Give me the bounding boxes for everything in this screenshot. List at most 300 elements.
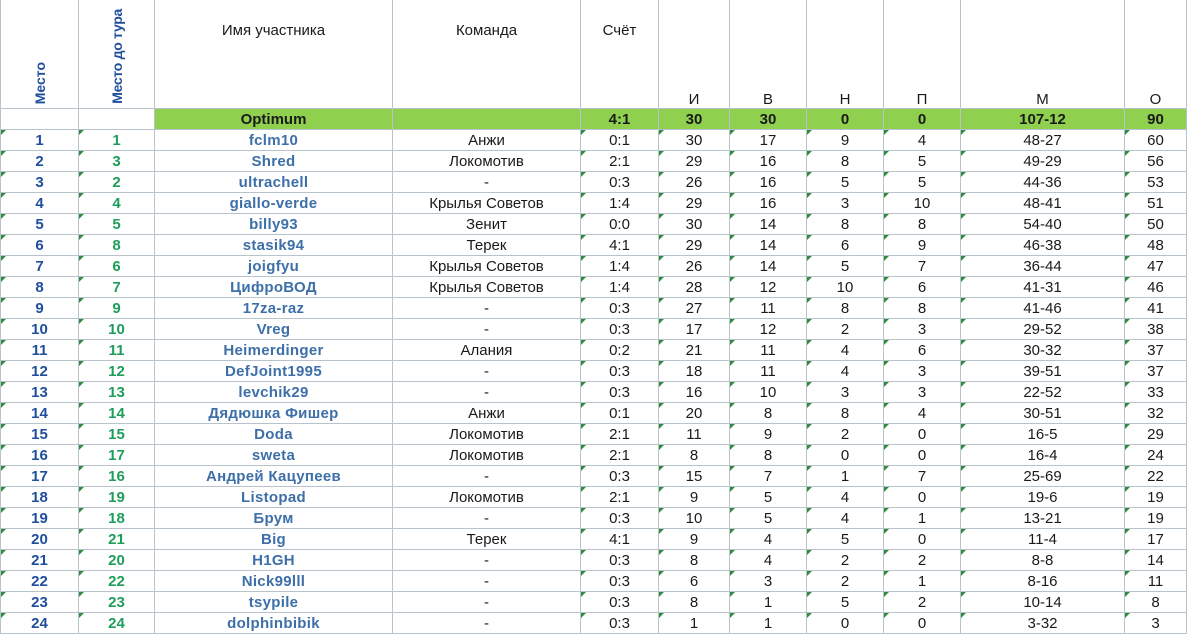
cell-points: 17 [1125, 529, 1187, 550]
cell-team: Зенит [393, 214, 581, 235]
cell-draws: 5 [807, 529, 884, 550]
cell-losses: 2 [884, 592, 961, 613]
cell-games: 15 [659, 466, 730, 487]
cell-losses: 5 [884, 172, 961, 193]
optimum-draws: 0 [807, 109, 884, 130]
cell-points: 37 [1125, 361, 1187, 382]
cell-goals: 11-4 [961, 529, 1125, 550]
cell-losses: 3 [884, 382, 961, 403]
cell-team: - [393, 319, 581, 340]
cell-draws: 4 [807, 487, 884, 508]
cell-goals: 29-52 [961, 319, 1125, 340]
cell-score: 0:3 [581, 361, 659, 382]
cell-prev: 20 [79, 550, 155, 571]
cell-draws: 1 [807, 466, 884, 487]
cell-prev: 24 [79, 613, 155, 634]
cell-team: Анжи [393, 130, 581, 151]
cell-points: 22 [1125, 466, 1187, 487]
cell-prev: 8 [79, 235, 155, 256]
cell-place: 15 [1, 424, 79, 445]
cell-prev: 5 [79, 214, 155, 235]
cell-points: 41 [1125, 298, 1187, 319]
cell-score: 0:2 [581, 340, 659, 361]
cell-team: Крылья Советов [393, 277, 581, 298]
cell-losses: 0 [884, 445, 961, 466]
cell-place: 7 [1, 256, 79, 277]
table-row [1, 424, 1187, 445]
cell-wins: 16 [730, 172, 807, 193]
cell-wins: 3 [730, 571, 807, 592]
cell-goals: 16-4 [961, 445, 1125, 466]
cell-place: 8 [1, 277, 79, 298]
table-row [1, 319, 1187, 340]
cell-goals: 10-14 [961, 592, 1125, 613]
cell-wins: 12 [730, 319, 807, 340]
cell-team: - [393, 382, 581, 403]
cell-score: 1:4 [581, 256, 659, 277]
table-row [1, 298, 1187, 319]
header-place-before: Место до тура [79, 0, 155, 109]
header-row [1, 0, 1187, 109]
cell-place: 20 [1, 529, 79, 550]
cell-points: 14 [1125, 550, 1187, 571]
cell-place: 13 [1, 382, 79, 403]
cell-goals: 30-51 [961, 403, 1125, 424]
cell-draws: 2 [807, 571, 884, 592]
cell-points: 33 [1125, 382, 1187, 403]
table-row [1, 130, 1187, 151]
cell-games: 30 [659, 214, 730, 235]
header-team: Команда [393, 0, 581, 109]
cell-score: 0:3 [581, 508, 659, 529]
cell-points: 60 [1125, 130, 1187, 151]
optimum-games: 30 [659, 109, 730, 130]
cell-score: 0:1 [581, 130, 659, 151]
cell-points: 19 [1125, 508, 1187, 529]
cell-prev: 4 [79, 193, 155, 214]
cell-place: 23 [1, 592, 79, 613]
table-row [1, 613, 1187, 634]
cell-losses: 1 [884, 571, 961, 592]
cell-name: Shred [155, 151, 393, 172]
cell-games: 8 [659, 550, 730, 571]
cell-games: 29 [659, 235, 730, 256]
cell-draws: 8 [807, 214, 884, 235]
header-draws: Н [807, 0, 884, 109]
cell-points: 37 [1125, 340, 1187, 361]
cell-losses: 2 [884, 550, 961, 571]
table-row [1, 256, 1187, 277]
cell-team: Крылья Советов [393, 256, 581, 277]
cell-games: 9 [659, 487, 730, 508]
cell-prev: 1 [79, 130, 155, 151]
cell-name: Андрей Кацупеев [155, 466, 393, 487]
table-row [1, 550, 1187, 571]
cell-score: 0:3 [581, 550, 659, 571]
cell-prev: 23 [79, 592, 155, 613]
cell-prev: 15 [79, 424, 155, 445]
cell-place: 16 [1, 445, 79, 466]
cell-games: 1 [659, 613, 730, 634]
cell-wins: 16 [730, 151, 807, 172]
cell-points: 50 [1125, 214, 1187, 235]
cell-name: 17za-raz [155, 298, 393, 319]
cell-score: 0:3 [581, 298, 659, 319]
optimum-points: 90 [1125, 109, 1187, 130]
table-row [1, 403, 1187, 424]
cell-goals: 36-44 [961, 256, 1125, 277]
cell-score: 1:4 [581, 277, 659, 298]
cell-draws: 0 [807, 613, 884, 634]
cell-games: 8 [659, 592, 730, 613]
cell-name: ultrachell [155, 172, 393, 193]
cell-goals: 41-46 [961, 298, 1125, 319]
cell-games: 29 [659, 151, 730, 172]
cell-team: Терек [393, 235, 581, 256]
cell-goals: 48-27 [961, 130, 1125, 151]
cell-games: 29 [659, 193, 730, 214]
cell-points: 32 [1125, 403, 1187, 424]
cell-wins: 11 [730, 298, 807, 319]
cell-goals: 30-32 [961, 340, 1125, 361]
cell-games: 8 [659, 445, 730, 466]
cell-prev: 12 [79, 361, 155, 382]
cell-points: 48 [1125, 235, 1187, 256]
cell-name: stasik94 [155, 235, 393, 256]
cell-prev: 16 [79, 466, 155, 487]
cell-losses: 6 [884, 277, 961, 298]
cell-place: 14 [1, 403, 79, 424]
optimum-name: Optimum [155, 109, 393, 130]
cell-place: 11 [1, 340, 79, 361]
cell-losses: 8 [884, 214, 961, 235]
header-name: Имя участника [155, 0, 393, 109]
cell-name: DefJoint1995 [155, 361, 393, 382]
cell-name: Big [155, 529, 393, 550]
optimum-wins: 30 [730, 109, 807, 130]
cell-wins: 5 [730, 487, 807, 508]
optimum-goals: 107-12 [961, 109, 1125, 130]
cell-wins: 12 [730, 277, 807, 298]
cell-goals: 54-40 [961, 214, 1125, 235]
cell-goals: 16-5 [961, 424, 1125, 445]
cell-place: 4 [1, 193, 79, 214]
cell-prev: 17 [79, 445, 155, 466]
cell-wins: 14 [730, 235, 807, 256]
cell-goals: 41-31 [961, 277, 1125, 298]
table-row [1, 571, 1187, 592]
cell-place: 2 [1, 151, 79, 172]
cell-team: Локомотив [393, 487, 581, 508]
cell-points: 38 [1125, 319, 1187, 340]
cell-score: 2:1 [581, 445, 659, 466]
cell-place: 10 [1, 319, 79, 340]
table-row [1, 214, 1187, 235]
cell-losses: 4 [884, 403, 961, 424]
cell-team: Алания [393, 340, 581, 361]
cell-games: 28 [659, 277, 730, 298]
cell-wins: 4 [730, 550, 807, 571]
cell-losses: 0 [884, 487, 961, 508]
cell-goals: 8-16 [961, 571, 1125, 592]
cell-draws: 4 [807, 340, 884, 361]
cell-score: 0:1 [581, 403, 659, 424]
cell-wins: 7 [730, 466, 807, 487]
optimum-row [1, 109, 1187, 130]
cell-name: Дядюшка Фишер [155, 403, 393, 424]
cell-games: 10 [659, 508, 730, 529]
cell-name: joigfyu [155, 256, 393, 277]
cell-prev: 2 [79, 172, 155, 193]
cell-points: 11 [1125, 571, 1187, 592]
cell-prev: 13 [79, 382, 155, 403]
cell-losses: 0 [884, 529, 961, 550]
cell-place: 18 [1, 487, 79, 508]
cell-team: Терек [393, 529, 581, 550]
cell-team: Локомотив [393, 424, 581, 445]
cell-games: 16 [659, 382, 730, 403]
cell-draws: 8 [807, 403, 884, 424]
cell-wins: 10 [730, 382, 807, 403]
cell-draws: 4 [807, 361, 884, 382]
cell-goals: 3-32 [961, 613, 1125, 634]
cell-name: Heimerdinger [155, 340, 393, 361]
cell-team: - [393, 172, 581, 193]
cell-points: 51 [1125, 193, 1187, 214]
cell-score: 0:3 [581, 466, 659, 487]
header-score: Счёт [581, 0, 659, 109]
optimum-losses: 0 [884, 109, 961, 130]
cell-place: 9 [1, 298, 79, 319]
cell-score: 0:3 [581, 571, 659, 592]
cell-draws: 0 [807, 445, 884, 466]
optimum-prev [79, 109, 155, 130]
cell-place: 24 [1, 613, 79, 634]
cell-goals: 22-52 [961, 382, 1125, 403]
cell-place: 19 [1, 508, 79, 529]
cell-place: 22 [1, 571, 79, 592]
cell-games: 9 [659, 529, 730, 550]
cell-name: H1GH [155, 550, 393, 571]
cell-name: giallo-verde [155, 193, 393, 214]
cell-draws: 6 [807, 235, 884, 256]
cell-wins: 1 [730, 613, 807, 634]
table-row [1, 487, 1187, 508]
cell-score: 0:3 [581, 613, 659, 634]
cell-place: 5 [1, 214, 79, 235]
cell-prev: 11 [79, 340, 155, 361]
cell-place: 12 [1, 361, 79, 382]
cell-draws: 5 [807, 256, 884, 277]
cell-points: 24 [1125, 445, 1187, 466]
cell-goals: 49-29 [961, 151, 1125, 172]
cell-name: Брум [155, 508, 393, 529]
cell-score: 2:1 [581, 151, 659, 172]
cell-team: - [393, 571, 581, 592]
header-place: Место [1, 0, 79, 109]
cell-losses: 10 [884, 193, 961, 214]
cell-wins: 17 [730, 130, 807, 151]
cell-place: 21 [1, 550, 79, 571]
cell-prev: 18 [79, 508, 155, 529]
cell-wins: 16 [730, 193, 807, 214]
cell-prev: 14 [79, 403, 155, 424]
cell-name: tsypile [155, 592, 393, 613]
cell-losses: 8 [884, 298, 961, 319]
cell-name: billy93 [155, 214, 393, 235]
cell-draws: 4 [807, 508, 884, 529]
cell-points: 53 [1125, 172, 1187, 193]
cell-goals: 13-21 [961, 508, 1125, 529]
header-goals: М [961, 0, 1125, 109]
cell-prev: 22 [79, 571, 155, 592]
cell-goals: 8-8 [961, 550, 1125, 571]
cell-score: 0:3 [581, 319, 659, 340]
cell-points: 29 [1125, 424, 1187, 445]
cell-draws: 5 [807, 172, 884, 193]
cell-prev: 21 [79, 529, 155, 550]
cell-name: fclm10 [155, 130, 393, 151]
cell-goals: 39-51 [961, 361, 1125, 382]
cell-wins: 4 [730, 529, 807, 550]
cell-points: 3 [1125, 613, 1187, 634]
table-row [1, 508, 1187, 529]
table-row [1, 277, 1187, 298]
cell-wins: 5 [730, 508, 807, 529]
cell-name: Doda [155, 424, 393, 445]
cell-team: - [393, 592, 581, 613]
table-row [1, 382, 1187, 403]
cell-prev: 10 [79, 319, 155, 340]
cell-name: sweta [155, 445, 393, 466]
cell-draws: 9 [807, 130, 884, 151]
cell-wins: 11 [730, 340, 807, 361]
cell-place: 1 [1, 130, 79, 151]
cell-team: - [393, 613, 581, 634]
cell-team: Анжи [393, 403, 581, 424]
table-row [1, 193, 1187, 214]
cell-draws: 10 [807, 277, 884, 298]
cell-place: 6 [1, 235, 79, 256]
cell-games: 20 [659, 403, 730, 424]
cell-goals: 48-41 [961, 193, 1125, 214]
cell-score: 0:3 [581, 592, 659, 613]
cell-wins: 8 [730, 403, 807, 424]
cell-team: Локомотив [393, 445, 581, 466]
cell-points: 19 [1125, 487, 1187, 508]
table-row [1, 172, 1187, 193]
cell-draws: 2 [807, 550, 884, 571]
optimum-team [393, 109, 581, 130]
cell-name: dolphinbibik [155, 613, 393, 634]
table-row [1, 340, 1187, 361]
cell-prev: 19 [79, 487, 155, 508]
cell-games: 11 [659, 424, 730, 445]
cell-losses: 9 [884, 235, 961, 256]
header-games: И [659, 0, 730, 109]
cell-team: Локомотив [393, 151, 581, 172]
cell-team: - [393, 361, 581, 382]
cell-games: 26 [659, 172, 730, 193]
cell-losses: 3 [884, 319, 961, 340]
cell-name: Vreg [155, 319, 393, 340]
cell-losses: 7 [884, 256, 961, 277]
header-wins: В [730, 0, 807, 109]
cell-games: 21 [659, 340, 730, 361]
cell-place: 3 [1, 172, 79, 193]
cell-games: 30 [659, 130, 730, 151]
cell-draws: 3 [807, 382, 884, 403]
cell-goals: 44-36 [961, 172, 1125, 193]
cell-wins: 8 [730, 445, 807, 466]
cell-losses: 3 [884, 361, 961, 382]
cell-prev: 9 [79, 298, 155, 319]
cell-losses: 5 [884, 151, 961, 172]
cell-score: 4:1 [581, 529, 659, 550]
cell-score: 2:1 [581, 424, 659, 445]
cell-prev: 7 [79, 277, 155, 298]
cell-games: 27 [659, 298, 730, 319]
cell-draws: 8 [807, 298, 884, 319]
cell-score: 2:1 [581, 487, 659, 508]
optimum-place [1, 109, 79, 130]
cell-score: 0:3 [581, 382, 659, 403]
cell-wins: 14 [730, 256, 807, 277]
cell-draws: 2 [807, 319, 884, 340]
cell-games: 18 [659, 361, 730, 382]
table-row [1, 361, 1187, 382]
cell-draws: 3 [807, 193, 884, 214]
cell-draws: 8 [807, 151, 884, 172]
table-row [1, 235, 1187, 256]
cell-goals: 19-6 [961, 487, 1125, 508]
cell-losses: 7 [884, 466, 961, 487]
cell-wins: 14 [730, 214, 807, 235]
table-row [1, 151, 1187, 172]
cell-losses: 4 [884, 130, 961, 151]
cell-name: ЦифроВОД [155, 277, 393, 298]
cell-losses: 0 [884, 424, 961, 445]
cell-team: - [393, 298, 581, 319]
header-losses: П [884, 0, 961, 109]
cell-prev: 3 [79, 151, 155, 172]
cell-score: 1:4 [581, 193, 659, 214]
cell-points: 8 [1125, 592, 1187, 613]
cell-losses: 6 [884, 340, 961, 361]
cell-wins: 1 [730, 592, 807, 613]
cell-prev: 6 [79, 256, 155, 277]
cell-score: 0:3 [581, 172, 659, 193]
cell-games: 17 [659, 319, 730, 340]
table-row [1, 445, 1187, 466]
cell-points: 56 [1125, 151, 1187, 172]
cell-score: 0:0 [581, 214, 659, 235]
cell-losses: 0 [884, 613, 961, 634]
cell-team: - [393, 508, 581, 529]
cell-name: levchik29 [155, 382, 393, 403]
cell-team: - [393, 550, 581, 571]
cell-team: - [393, 466, 581, 487]
cell-losses: 1 [884, 508, 961, 529]
table-row [1, 529, 1187, 550]
cell-goals: 25-69 [961, 466, 1125, 487]
table-row [1, 466, 1187, 487]
cell-wins: 9 [730, 424, 807, 445]
cell-draws: 5 [807, 592, 884, 613]
cell-team: Крылья Советов [393, 193, 581, 214]
cell-name: Nick99lll [155, 571, 393, 592]
cell-draws: 2 [807, 424, 884, 445]
